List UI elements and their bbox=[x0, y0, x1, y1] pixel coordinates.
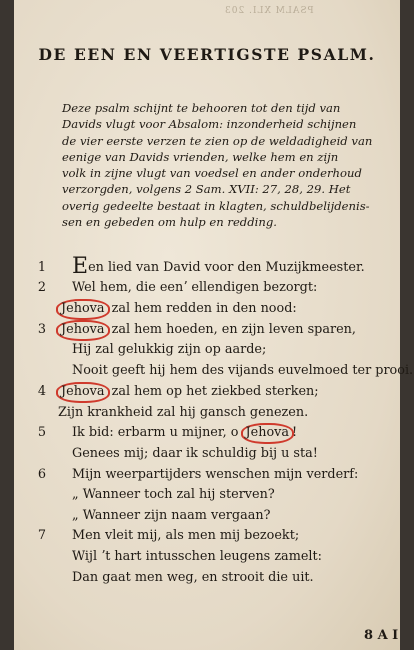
highlight-circle-jehova: Jehova bbox=[56, 320, 110, 341]
verse-text-main: Men vleit mij, als men mij bezoekt; bbox=[72, 528, 300, 543]
verse-text-main: Nooit geeft hij hem des vijands euvelmoed ter prooi. bbox=[72, 363, 414, 378]
verse-line bbox=[14, 506, 400, 526]
verse-line bbox=[14, 423, 400, 443]
signature-mark: 8 A I bbox=[364, 628, 399, 643]
verse-text-main: Wel hem, die eenʼ ellendigen bezorgt: bbox=[72, 280, 318, 295]
verse-number: 5 bbox=[37, 425, 46, 440]
verse-number: 4 bbox=[37, 384, 46, 399]
drop-cap: E bbox=[72, 254, 89, 279]
highlight-circle-jehova: Jehova bbox=[241, 423, 295, 444]
verse-text-main: en lied van David voor den Muzijkmeester. bbox=[88, 260, 365, 275]
verse-text bbox=[72, 506, 270, 526]
verse-line bbox=[14, 361, 414, 381]
verse-line bbox=[14, 403, 400, 423]
highlight-circle-jehova: Jehova bbox=[56, 299, 110, 320]
verse-line bbox=[14, 320, 400, 340]
verse-line bbox=[14, 547, 400, 567]
verse-text-main: „ Wanneer toch zal hij sterven? bbox=[72, 487, 275, 502]
verse-text-main: Mijn weerpartijders wenschen mijn verderf: bbox=[72, 467, 359, 482]
verse-text bbox=[72, 568, 314, 588]
verse-text-main: „ Wanneer zijn naam vergaan? bbox=[72, 508, 271, 523]
intro-line: Davids vlugt voor Absalom: inzonderheid schijnen bbox=[62, 117, 357, 132]
intro-line: sen en gebeden om hulp en redding. bbox=[62, 215, 277, 230]
verse-text bbox=[72, 254, 365, 279]
verse-line bbox=[14, 568, 400, 588]
verse-text bbox=[72, 423, 297, 444]
book-page bbox=[14, 0, 414, 650]
verse-line bbox=[14, 465, 400, 485]
verse-text bbox=[72, 278, 317, 298]
verse-text-main: Genees mij; daar ik schuldig bij u sta! bbox=[72, 446, 318, 461]
verse-line bbox=[14, 444, 400, 464]
verse-text-post: zal hem op het ziekbed sterken; bbox=[107, 384, 319, 399]
verse-number: 2 bbox=[37, 280, 46, 295]
verse-text bbox=[72, 444, 318, 464]
verse-text bbox=[58, 320, 356, 341]
verse-text bbox=[72, 547, 322, 567]
verse-text-main: Wijl ʼt hart intusschen leugens zamelt: bbox=[72, 549, 322, 564]
verse-text bbox=[72, 485, 275, 505]
verse-line bbox=[14, 254, 400, 279]
verse-text-post: zal hem hoeden, en zijn leven sparen, bbox=[107, 322, 356, 337]
intro-line: eenige van Davids vrienden, welke hem en zijn bbox=[62, 149, 339, 164]
verse-line bbox=[14, 382, 400, 402]
verse-number: 7 bbox=[37, 528, 46, 543]
verse-line bbox=[14, 526, 400, 546]
verse-text bbox=[72, 526, 299, 546]
verse-number: 3 bbox=[37, 322, 46, 337]
verse-text bbox=[72, 465, 358, 485]
verse-line bbox=[14, 340, 400, 360]
verse-number: 6 bbox=[37, 467, 46, 482]
intro-line: overig gedeelte bestaat in klagten, schuldbelijdenis- bbox=[62, 198, 370, 213]
verse-text bbox=[58, 382, 319, 403]
intro-line: verzorgden, volgens 2 Sam. XVII: 27, 28, 29. Het bbox=[62, 182, 351, 197]
psalm-heading: DE EEN EN VEERTIGSTE PSALM. bbox=[38, 45, 376, 64]
intro-paragraph bbox=[62, 100, 380, 230]
verse-text-post: zal hem redden in den nood: bbox=[107, 301, 297, 316]
verse-number: 1 bbox=[37, 260, 46, 275]
verse-text-post: ! bbox=[292, 425, 298, 440]
verse-line bbox=[14, 485, 400, 505]
verse-text bbox=[58, 299, 297, 320]
intro-line: volk in zijne vlugt van voedsel en ander onderhoud bbox=[62, 166, 362, 181]
running-head-bleedthrough: PSALM XLI. 203 bbox=[224, 6, 314, 16]
highlight-circle-jehova: Jehova bbox=[56, 382, 110, 403]
verse-text-main: Dan gaat men weg, en strooit die uit. bbox=[72, 570, 314, 585]
intro-line: de vier eerste verzen te zien op de weldadigheid van bbox=[62, 133, 373, 148]
verse-line bbox=[14, 299, 400, 319]
verse-line bbox=[14, 278, 400, 298]
verse-text-main: Hij zal gelukkig zijn op aarde; bbox=[72, 342, 267, 357]
verse-text bbox=[58, 403, 308, 423]
intro-line: Deze psalm schijnt te behooren tot den tijd van bbox=[62, 101, 341, 115]
verse-text bbox=[72, 340, 266, 360]
verse-text bbox=[72, 361, 413, 381]
verse-text-main: Zijn krankheid zal hij gansch genezen. bbox=[58, 405, 309, 420]
verse-text-pre: Ik bid: erbarm u mijner, o bbox=[72, 425, 243, 440]
